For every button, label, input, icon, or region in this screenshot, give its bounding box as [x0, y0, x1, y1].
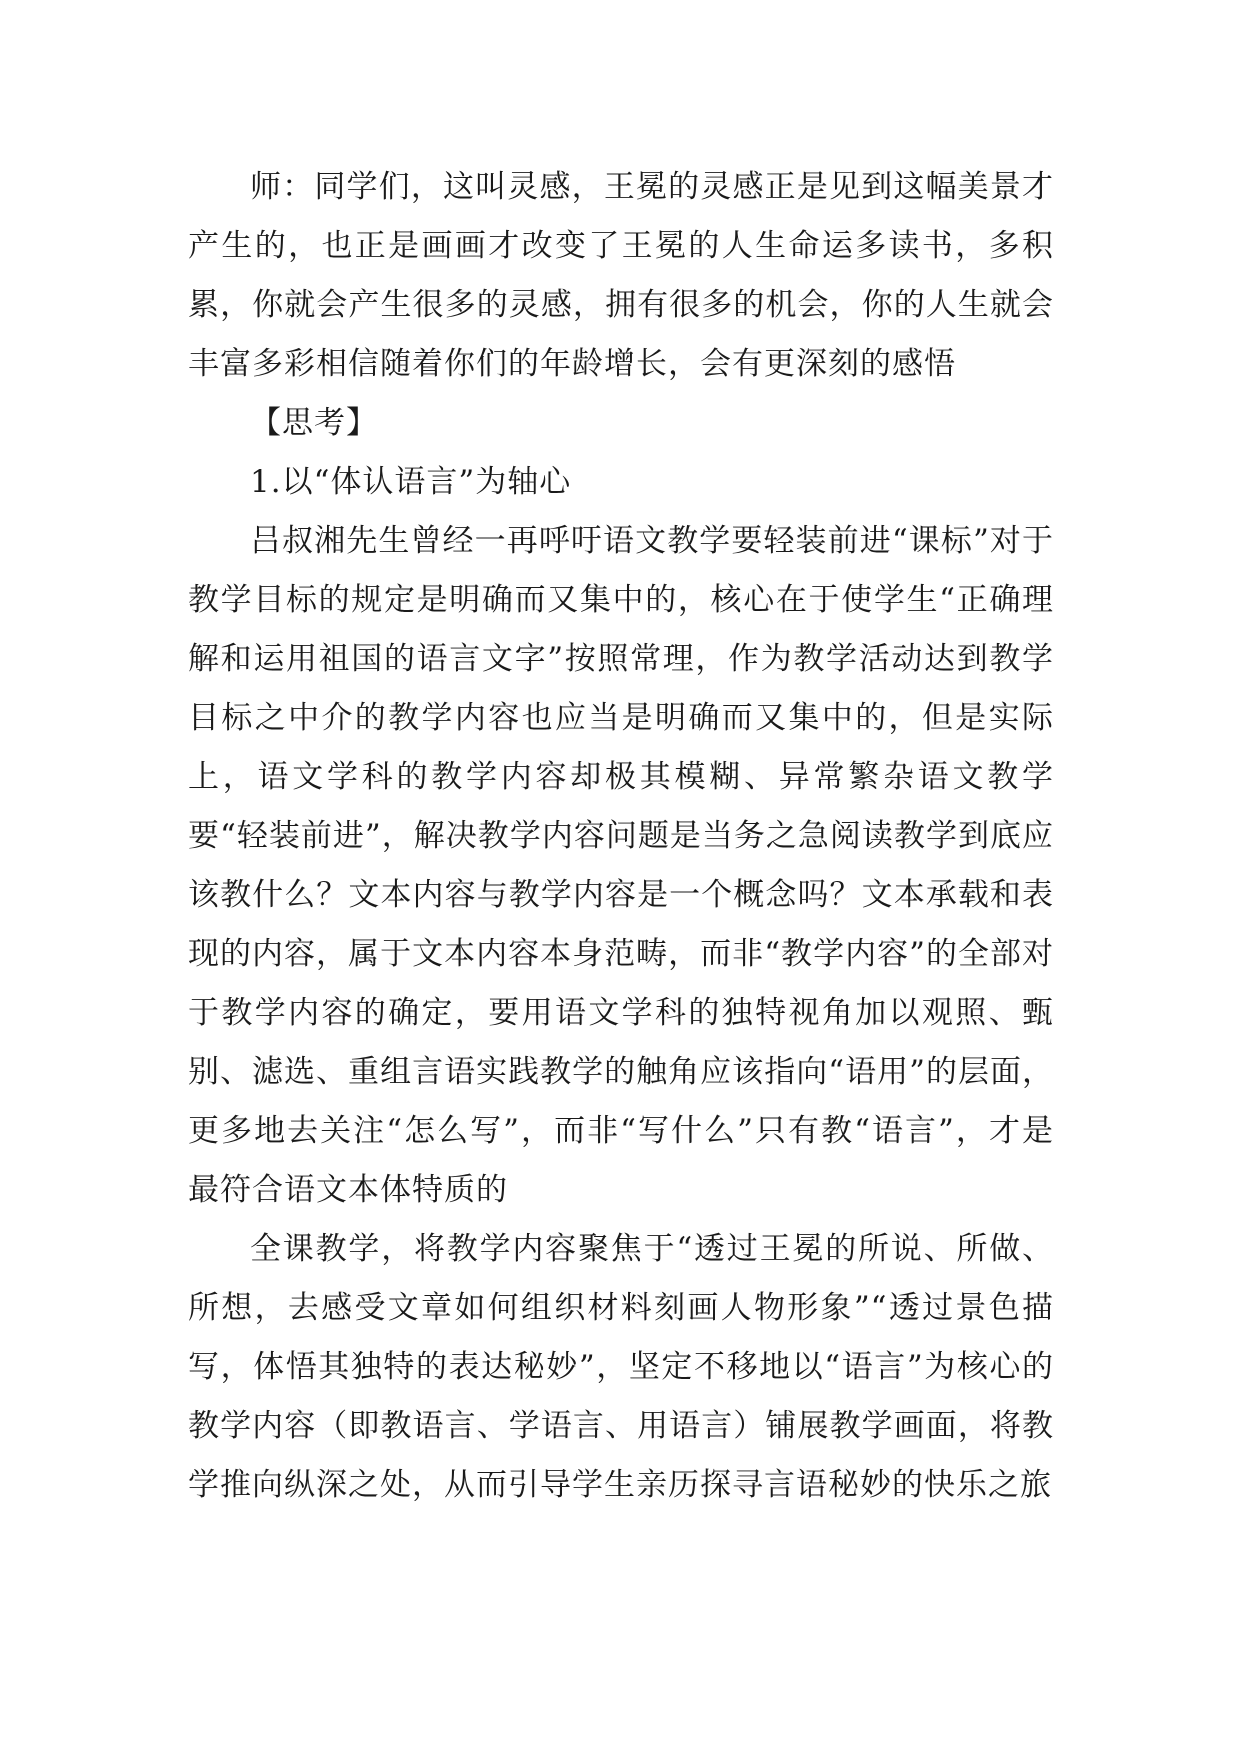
- body-paragraph-whole-lesson: 全课教学，将教学内容聚焦于“透过王冕的所说、所做、所想，去感受文章如何组织材料刻画人物形象”“透过景色描写，体悟其独特的表达秘妙”，坚定不移地以“语言”为核心的教学内容（即教语言、学语言、用语言）铺展教学画面，将教学推向纵深之处，从而引导学生亲历探寻言语秘妙的快乐之旅: [188, 1231, 1054, 1503]
- body-paragraph-lv-shuxiang: 吕叔湘先生曾经一再呼吁语文教学要轻装前进“课标”对于教学目标的规定是明确而又集中的，核心在于使学生“正确理解和运用祖国的语言文字”按照常理，作为教学活动达到教学目标之中介的教学内容也应当是明确而又集中的，但是实际上，语文学科的教学内容却极其模糊、异常繁杂语文教学要“轻装前进”，解决教学内容问题是当务之急阅读教学到底应该教什么？文本内容与教学内容是一个概念吗？文本承载和表现的内容，属于文本内容本身范畴，而非“教学内容”的全部对于教学内容的确定，要用语文学科的独特视角加以观照、甄别、滤选、重组言语实践教学的触角应该指向“语用”的层面，更多地去关注“怎么写”，而非“写什么”只有教“语言”，才是最符合语文本体特质的: [188, 523, 1054, 1208]
- document-body: [188, 158, 1054, 1515]
- teacher-remark-paragraph: 师：同学们，这叫灵感，王冕的灵感正是见到这幅美景才产生的，也正是画画才改变了王冕的人生命运多读书，多积累，你就会产生很多的灵感，拥有很多的机会，你的人生就会丰富多彩相信随着你们的年龄增长，会有更深刻的感悟: [188, 169, 1054, 382]
- section-heading-thinking: 【思考】: [250, 405, 378, 441]
- subheading-language-axis: 1.以“体认语言”为轴心: [250, 464, 572, 500]
